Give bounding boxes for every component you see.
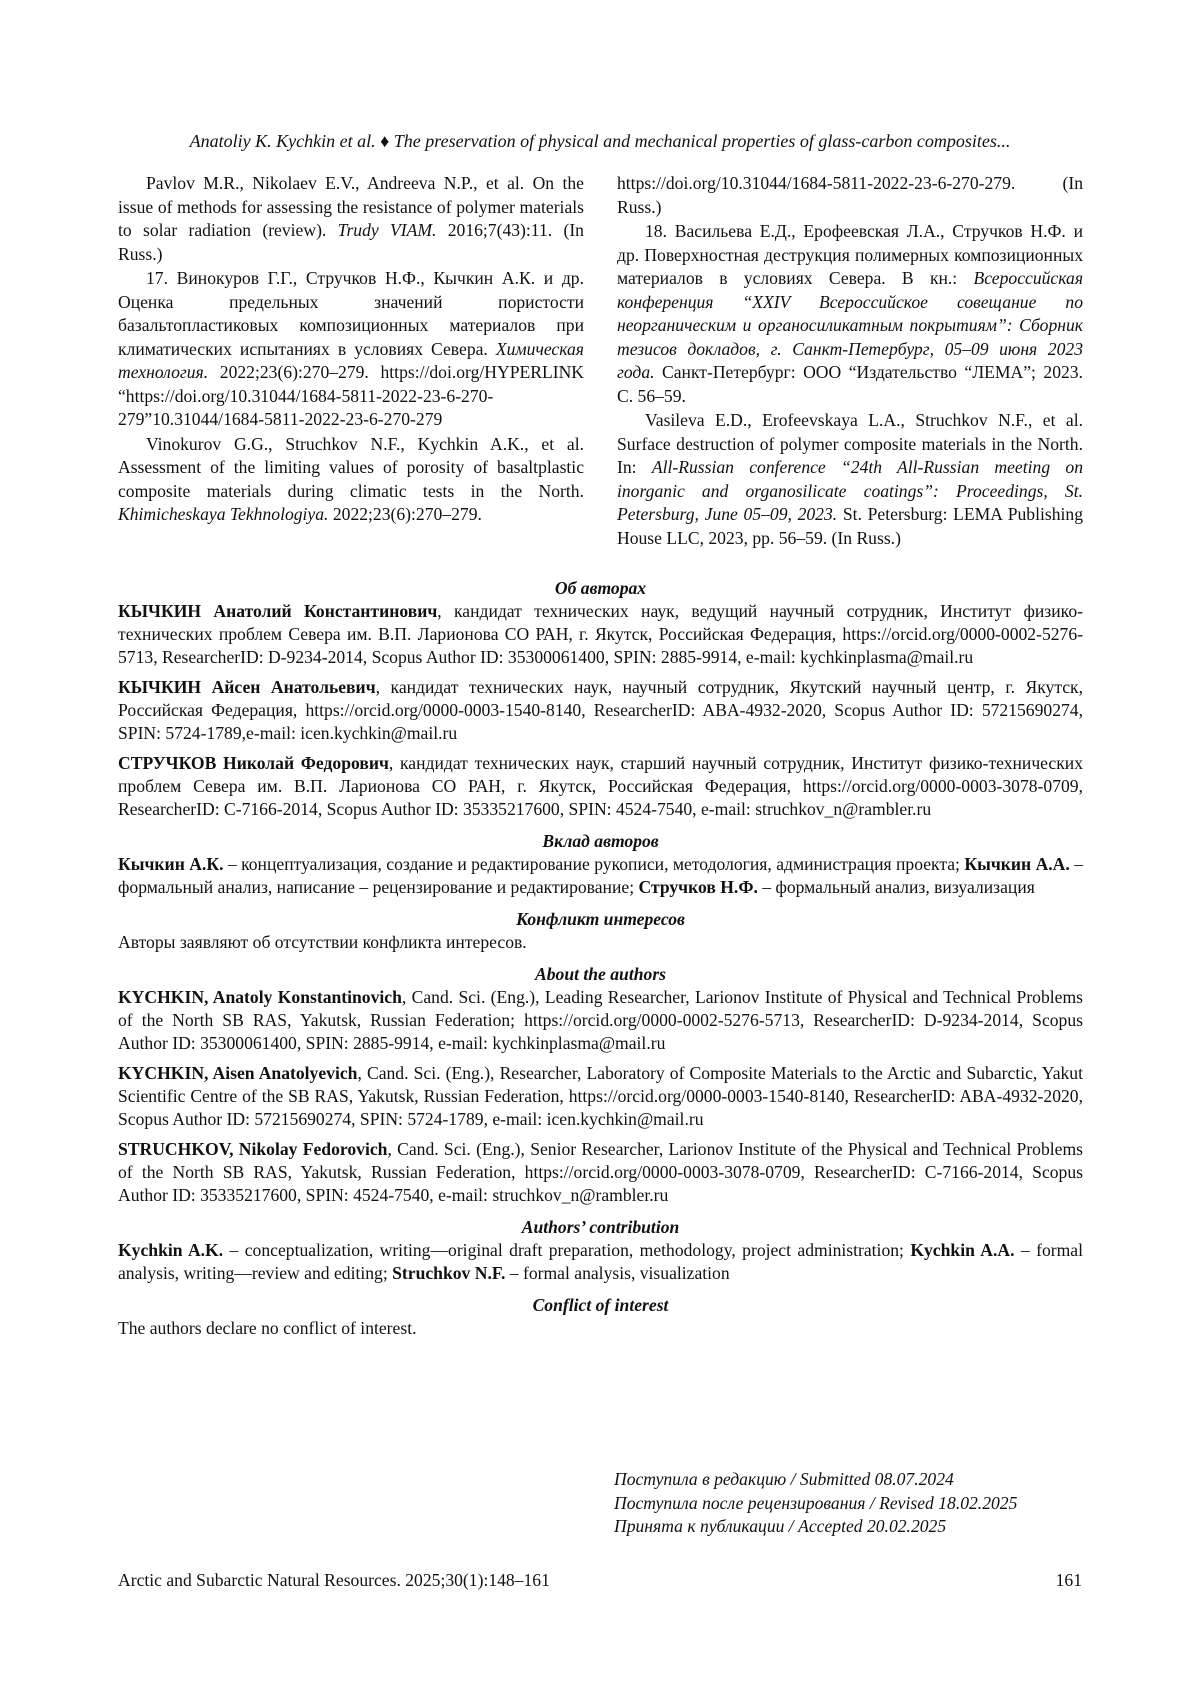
conflict-en-heading: Conflict of interest	[532, 1295, 669, 1315]
reference-entry: Vinokurov G.G., Struchkov N.F., Kychkin A.K., et al. Assessment of the limiting values of porosity of basaltplastic composite materials during climatic tests in the North. Khimicheskaya Tekhnologiya. 2022;23(6):270–279.	[118, 433, 584, 524]
date-submitted: Поступила в редакцию / Submitted 08.07.2024	[614, 1469, 954, 1489]
author-bio-ru: КЫЧКИН Айсен Анатольевич, кандидат технических наук, научный сотрудник, Якутский научный центр, г. Якутск, Российская Федерация, https://orcid.org/0000-0003-1540-8140, ResearcherID: ABA-4932-2020, Scopus Author ID: 57215690274, SPIN: 5724-1789,e-mail: icen.kychkin@mail.ru	[118, 677, 1083, 743]
about-authors-en-heading: About the authors	[534, 964, 667, 984]
author-bio-en: KYCHKIN, Aisen Anatolyevich, Cand. Sci. (Eng.), Researcher, Laboratory of Composite Materials to the Arctic and Subarctic, Yakut Scientific Centre of the SB RAS, Yakutsk, Russian Federation, https://orcid.org/0000-0003-1540-8140, ResearcherID: ABA-4932-2020, Scopus Author ID: 57215690274, SPIN: 5724-1789, e-mail: icen.kychkin@mail.ru	[118, 1063, 1083, 1129]
submission-dates	[614, 1468, 1094, 1539]
author-bio-ru: СТРУЧКОВ Николай Федорович, кандидат технических наук, старший научный сотрудник, Институт физико-технических проблем Севера им. В.П. Ларионова СО РАН, г. Якутск, Российская Федерация, https://orcid.org/0000-0003-3078-0709, ResearcherID: C-7166-2014, Scopus Author ID: 35335217600, SPIN: 4524-7540, e-mail: struchkov_n@rambler.ru	[118, 753, 1083, 819]
reference-entry: Vasileva E.D., Erofeevskaya L.A., Struchkov N.F., et al. Surface destruction of polymer composite materials in the North. In: All-Russian conference “24th All-Russian meeting on inorganic and organosilicate coatings”: Proceedings, St. Petersburg, June 05–09, 2023. St. Petersburg: LEMA Publishing House LLC, 2023, pp. 56–59. (In Russ.)	[617, 410, 1083, 548]
contribution-en-text: Kychkin A.K. – conceptualization, writing—original draft preparation, methodology, project administration; Kychkin A.A. – formal analysis, writing—review and editing; Struchkov N.F. – formal analysis, visualization	[118, 1240, 1083, 1283]
reference-entry: 18. Васильева Е.Д., Ерофеевская Л.А., Стручков Н.Ф. и др. Поверхностная деструкция полимерных композиционных материалов в условиях Севера. В кн.: Всероссийская конференция “XXIV Всероссийское совещание по неорганическим и органосиликатным покрытиям”: Сборник тезисов докладов, г. Санкт-Петербург, 05–09 июня 2023 года. Санкт-Петербург: ООО “Издательство “ЛЕМА”; 2023. С. 56–59.	[617, 221, 1083, 406]
author-bio-en: STRUCHKOV, Nikolay Fedorovich, Cand. Sci. (Eng.), Senior Researcher, Larionov Institute of the Physical and Technical Problems of the North SB RAS, Yakutsk, Russian Federation, https://orcid.org/0000-0003-3078-0709, ResearcherID: C-7166-2014, Scopus Author ID: 35335217600, SPIN: 4524-7540, e-mail: struchkov_n@rambler.ru	[118, 1139, 1083, 1205]
reference-entry: https://doi.org/10.31044/1684-5811-2022-23-6-270-279. (In Russ.)	[617, 173, 1083, 217]
author-bio-en: KYCHKIN, Anatoly Konstantinovich, Cand. Sci. (Eng.), Leading Researcher, Larionov Institute of Physical and Technical Problems of the North SB RAS, Yakutsk, Russian Federation; https://orcid.org/0000-0002-5276-5713, ResearcherID: D-9234-2014, Scopus Author ID: 35300061400, SPIN: 2885-9914, e-mail: kychkinplasma@mail.ru	[118, 987, 1083, 1053]
contribution-ru-text: Кычкин А.К. – концептуализация, создание и редактирование рукописи, методология, администрация проекта; Кычкин А.А. – формальный анализ, написание – рецензирование и редактирование; Стручков Н.Ф. – формальный анализ, визуализация	[118, 854, 1083, 897]
reference-entry: 17. Винокуров Г.Г., Стручков Н.Ф., Кычкин А.К. и др. Оценка предельных значений пористости базальтопластиковых композиционных материалов при климатических испытаниях в условиях Севера. Химическая технология. 2022;23(6):270–279. https://doi.org/HYPERLINK “https://doi.org/10.31044/1684-5811-2022-23-6-270-279”10.31044/1684-5811-2022-23-6-270-279	[118, 268, 584, 429]
conflict-ru-text: Авторы заявляют об отсутствии конфликта интересов.	[118, 932, 527, 952]
footer-journal-citation: Arctic and Subarctic Natural Resources. 2025;30(1):148–161	[118, 1570, 550, 1590]
date-revised: Поступила после рецензирования / Revised 18.02.2025	[614, 1492, 1018, 1513]
page-number: 161	[1055, 1570, 1082, 1590]
contribution-en-heading: Authors’ contribution	[521, 1217, 680, 1237]
running-header-authors: Anatoliy K. Kychkin et al.	[189, 131, 376, 151]
date-accepted: Принята к публикации / Accepted 20.02.2025	[614, 1516, 947, 1536]
diamond-separator-icon: ♦	[380, 131, 390, 151]
conflict-en-text: The authors declare no conflict of interest.	[118, 1318, 417, 1338]
running-header-title: The preservation of physical and mechanical properties of glass-carbon composites...	[393, 131, 1011, 151]
author-bio-ru: КЫЧКИН Анатолий Константинович, кандидат технических наук, ведущий научный сотрудник, Институт физико-технических проблем Севера им. В.П. Ларионова СО РАН, г. Якутск, Российская Федерация, https://orcid.org/0000-0002-5276-5713, ResearcherID: D-9234-2014, Scopus Author ID: 35300061400, SPIN: 2885-9914, e-mail: kychkinplasma@mail.ru	[118, 601, 1083, 667]
author-metadata	[118, 577, 1083, 1340]
running-header	[118, 130, 1082, 152]
references-right-column	[617, 172, 1083, 550]
contribution-ru-heading: Вклад авторов	[542, 831, 659, 851]
about-authors-ru-heading: Об авторах	[554, 578, 647, 598]
references-left-column	[118, 172, 584, 527]
reference-entry: Pavlov M.R., Nikolaev E.V., Andreeva N.P., et al. On the issue of methods for assessing the resistance of polymer materials to solar radiation (review). Trudy VIAM. 2016;7(43):11. (In Russ.)	[118, 173, 584, 264]
conflict-ru-heading: Конфликт интересов	[516, 909, 685, 929]
